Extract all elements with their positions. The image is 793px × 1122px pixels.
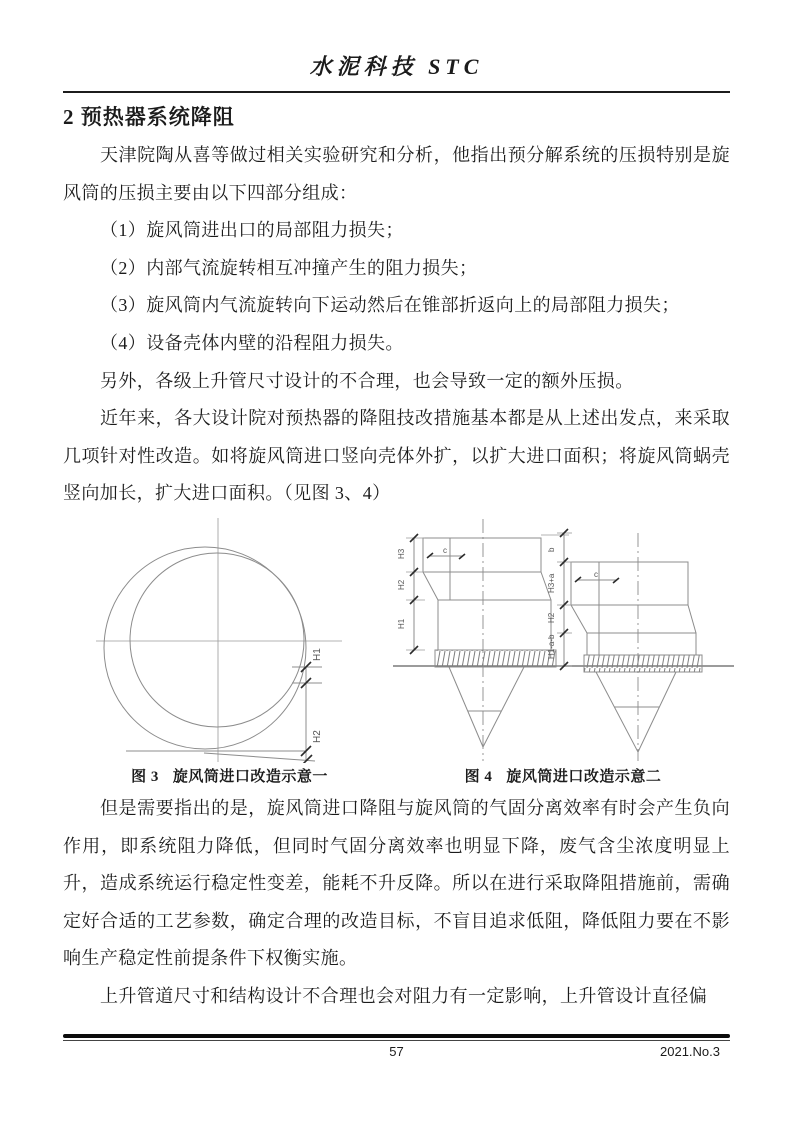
footer-row <box>63 1044 730 1062</box>
list-item-4: （4）设备壳体内壁的沿程阻力损失。 <box>100 332 404 353</box>
section-heading: 2 预热器系统降阻 <box>63 105 235 129</box>
page-footer <box>63 1034 730 1062</box>
paragraph-riser: 上升管道尺寸和结构设计不合理也会对阻力有一定影响，上升管设计直径偏 <box>100 985 708 1006</box>
article-body <box>63 137 730 513</box>
paragraph-caution: 但是需要指出的是，旋风筒进口降阻与旋风筒的气固分离效率有时会产生负向作用，即系统阻力降低，但同时气固分离效率也明显下降，废气含尘浓度明显上升，造成系统运行稳定性变差，能耗不升反降。所以在进行采取降阻措施前，需确定好合适的工艺参数，确定合理的改造目标，不盲目追求低阻，降低阻力要在不影响生产稳定性前提条件下权衡实施。 <box>63 797 730 969</box>
header-rule <box>63 91 730 93</box>
paragraph-additional: 另外，各级上升管尺寸设计的不合理，也会导致一定的额外压损。 <box>100 370 634 391</box>
fig4-left-dim-h1: H1 <box>396 618 406 629</box>
figure-4-caption <box>465 765 662 786</box>
fig3-dim-h1: H1 <box>312 648 323 661</box>
footer-rule-thick <box>63 1034 730 1038</box>
journal-title: 水泥科技 STC <box>309 54 484 79</box>
fig3-dim-h2: H2 <box>312 730 323 743</box>
fig4-right-dim-h3a: H3+a <box>546 573 556 593</box>
list-item-1: （1）旋风筒进出口的局部阻力损失； <box>100 220 404 241</box>
figures-row <box>63 515 730 786</box>
figure-3-caption-title: 旋风筒进口改造示意一 <box>172 768 328 785</box>
figure-3-caption <box>131 765 328 786</box>
page-number: 57 <box>389 1044 404 1059</box>
figure-3 <box>63 515 396 786</box>
list-item-2: （2）内部气流旋转相互冲撞产生的阻力损失； <box>100 257 478 278</box>
fig4-left-dim-c: c <box>442 545 447 555</box>
cyclone-inlet-volute-drawing <box>66 515 393 763</box>
figure-4-caption-label: 图 4 <box>464 768 493 785</box>
fig4-left-dim-h2: H2 <box>396 579 406 590</box>
fig4-left-dim-h3: H3 <box>396 548 406 559</box>
issue-number: 2021.No.3 <box>660 1044 720 1059</box>
list-item-3: （3）旋风筒内气流旋转向下运动然后在锥部折返向上的局部阻力损失； <box>100 295 680 316</box>
figure-3-caption-label: 图 3 <box>131 768 159 785</box>
cyclone-inlet-elevation-drawing <box>391 515 736 763</box>
fig4-right-dim-h1ab: H1-a-b <box>546 634 556 659</box>
paragraph-intro: 天津院陶从喜等做过相关实验研究和分析，他指出预分解系统的压损特别是旋风筒的压损主要由以下四部分组成： <box>63 145 730 203</box>
article-body-lower <box>63 790 730 1016</box>
fig4-right-dim-h2: H2 <box>546 612 556 623</box>
figure-4-caption-title: 旋风筒进口改造示意二 <box>506 768 662 785</box>
fig4-right-dim-c: c <box>593 569 598 579</box>
footer-rule-thin <box>63 1040 730 1041</box>
paragraph-recent: 近年来，各大设计院对预热器的降阻技改措施基本都是从上述出发点，来采取几项针对性改造。如将旋风筒进口竖向壳体外扩，以扩大进口面积；将旋风筒蜗壳竖向加长，扩大进口面积。（见图 3、4） <box>63 408 730 504</box>
figure-4 <box>396 515 730 786</box>
fig4-right-dim-b: b <box>546 547 556 552</box>
